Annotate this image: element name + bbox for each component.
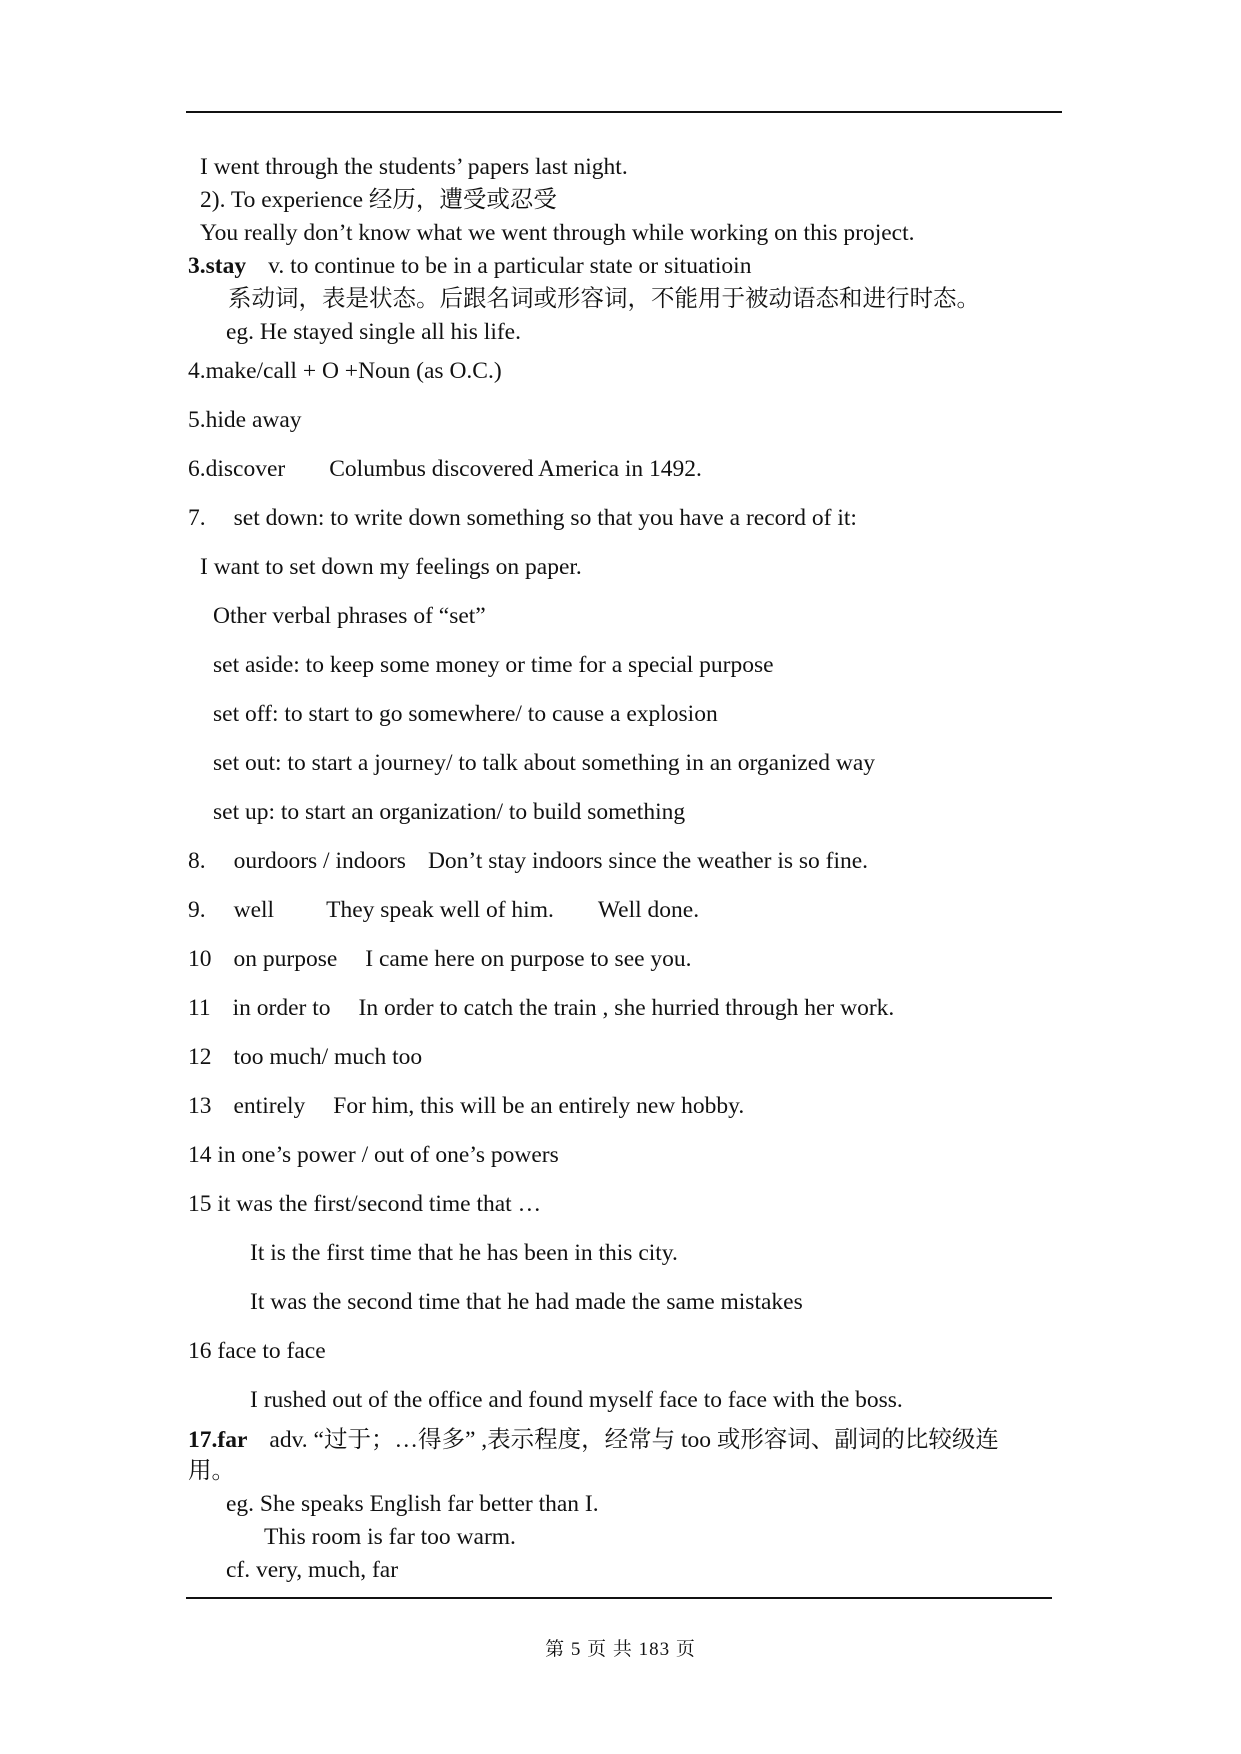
entry-definition: adv. “过于；…得多” ,表示程度，经常与 too 或形容词、副词的比较级连	[269, 1427, 999, 1453]
entry-number: 8.	[188, 848, 206, 874]
text-line: 2). To experience 经历，遭受或忍受	[200, 187, 557, 213]
entry-number: 9.	[188, 897, 206, 923]
text-line: It is the first time that he has been in this city.	[250, 1240, 678, 1266]
entry-term: ourdoors / indoors	[233, 848, 406, 874]
entry-term: on purpose	[233, 946, 338, 972]
text-line: 14 in one’s power / out of one’s powers	[188, 1142, 559, 1168]
text-line: eg. She speaks English far better than I.	[226, 1491, 599, 1517]
text-line: set off: to start to go somewhere/ to cause a explosion	[213, 701, 718, 727]
entry-number: 12	[188, 1044, 212, 1070]
text-line: I rushed out of the office and found myself face to face with the boss.	[250, 1387, 903, 1413]
entry-number: 10	[188, 946, 212, 972]
text-line: This room is far too warm.	[264, 1524, 516, 1550]
entry-outdoors	[188, 846, 868, 876]
entry-example: I came here on purpose to see you.	[365, 946, 692, 972]
entry-too-much	[188, 1042, 422, 1072]
entry-term: 17.far	[188, 1427, 248, 1453]
text-line: It was the second time that he had made the same mistakes	[250, 1289, 803, 1315]
entry-term: too much/ much too	[233, 1044, 423, 1070]
text-line: eg. He stayed single all his life.	[226, 319, 521, 345]
text-line: cf. very, much, far	[226, 1557, 399, 1583]
entry-term: 3.stay	[188, 253, 247, 279]
entry-number: 13	[188, 1093, 212, 1119]
entry-term: well	[233, 897, 275, 923]
entry-example: They speak well of him.	[326, 897, 554, 923]
entry-example: Well done.	[597, 897, 700, 923]
text-line: I went through the students’ papers last night.	[200, 154, 628, 180]
text-line: 系动词，表是状态。后跟名词或形容词，不能用于被动语态和进行时态。	[228, 286, 980, 312]
entry-entirely	[188, 1091, 744, 1121]
footer-rule	[186, 1597, 1052, 1599]
entry-example: Don’t stay indoors since the weather is so fine.	[427, 848, 869, 874]
entry-definition: set down: to write down something so that you have a record of it:	[233, 505, 857, 531]
entry-example: Columbus discovered America in 1492.	[329, 456, 702, 482]
entry-far	[188, 1425, 999, 1455]
text-line: You really don’t know what we went through while working on this project.	[200, 220, 915, 246]
entry-on-purpose	[188, 944, 692, 974]
text-line: 用。	[188, 1458, 235, 1484]
entry-number: 7.	[188, 505, 206, 531]
entry-term: in order to	[232, 995, 331, 1021]
entry-example: For him, this will be an entirely new hobby.	[333, 1093, 745, 1119]
entry-set-down	[188, 503, 857, 533]
text-line: 5.hide away	[188, 407, 302, 433]
text-line: set out: to start a journey/ to talk about something in an organized way	[213, 750, 875, 776]
entry-term: entirely	[233, 1093, 306, 1119]
entry-example: In order to catch the train , she hurried through her work.	[358, 995, 895, 1021]
text-line: I want to set down my feelings on paper.	[200, 554, 582, 580]
text-line: 4.make/call + O +Noun (as O.C.)	[188, 358, 502, 384]
header-rule	[186, 111, 1062, 113]
entry-number: 11	[188, 995, 211, 1021]
entry-term: 6.discover	[188, 456, 286, 482]
entry-definition: v. to continue to be in a particular state or situatioin	[268, 253, 752, 279]
text-line: Other verbal phrases of “set”	[213, 603, 486, 629]
text-line: set up: to start an organization/ to build something	[213, 799, 686, 825]
entry-discover	[188, 454, 702, 484]
entry-in-order-to	[188, 993, 894, 1023]
text-line: set aside: to keep some money or time for a special purpose	[213, 652, 774, 678]
entry-stay	[188, 251, 751, 281]
page-number: 第 5 页 共 183 页	[545, 1639, 696, 1660]
text-line: 15 it was the first/second time that …	[188, 1191, 542, 1217]
entry-well	[188, 895, 699, 925]
text-line: 16 face to face	[188, 1338, 326, 1364]
